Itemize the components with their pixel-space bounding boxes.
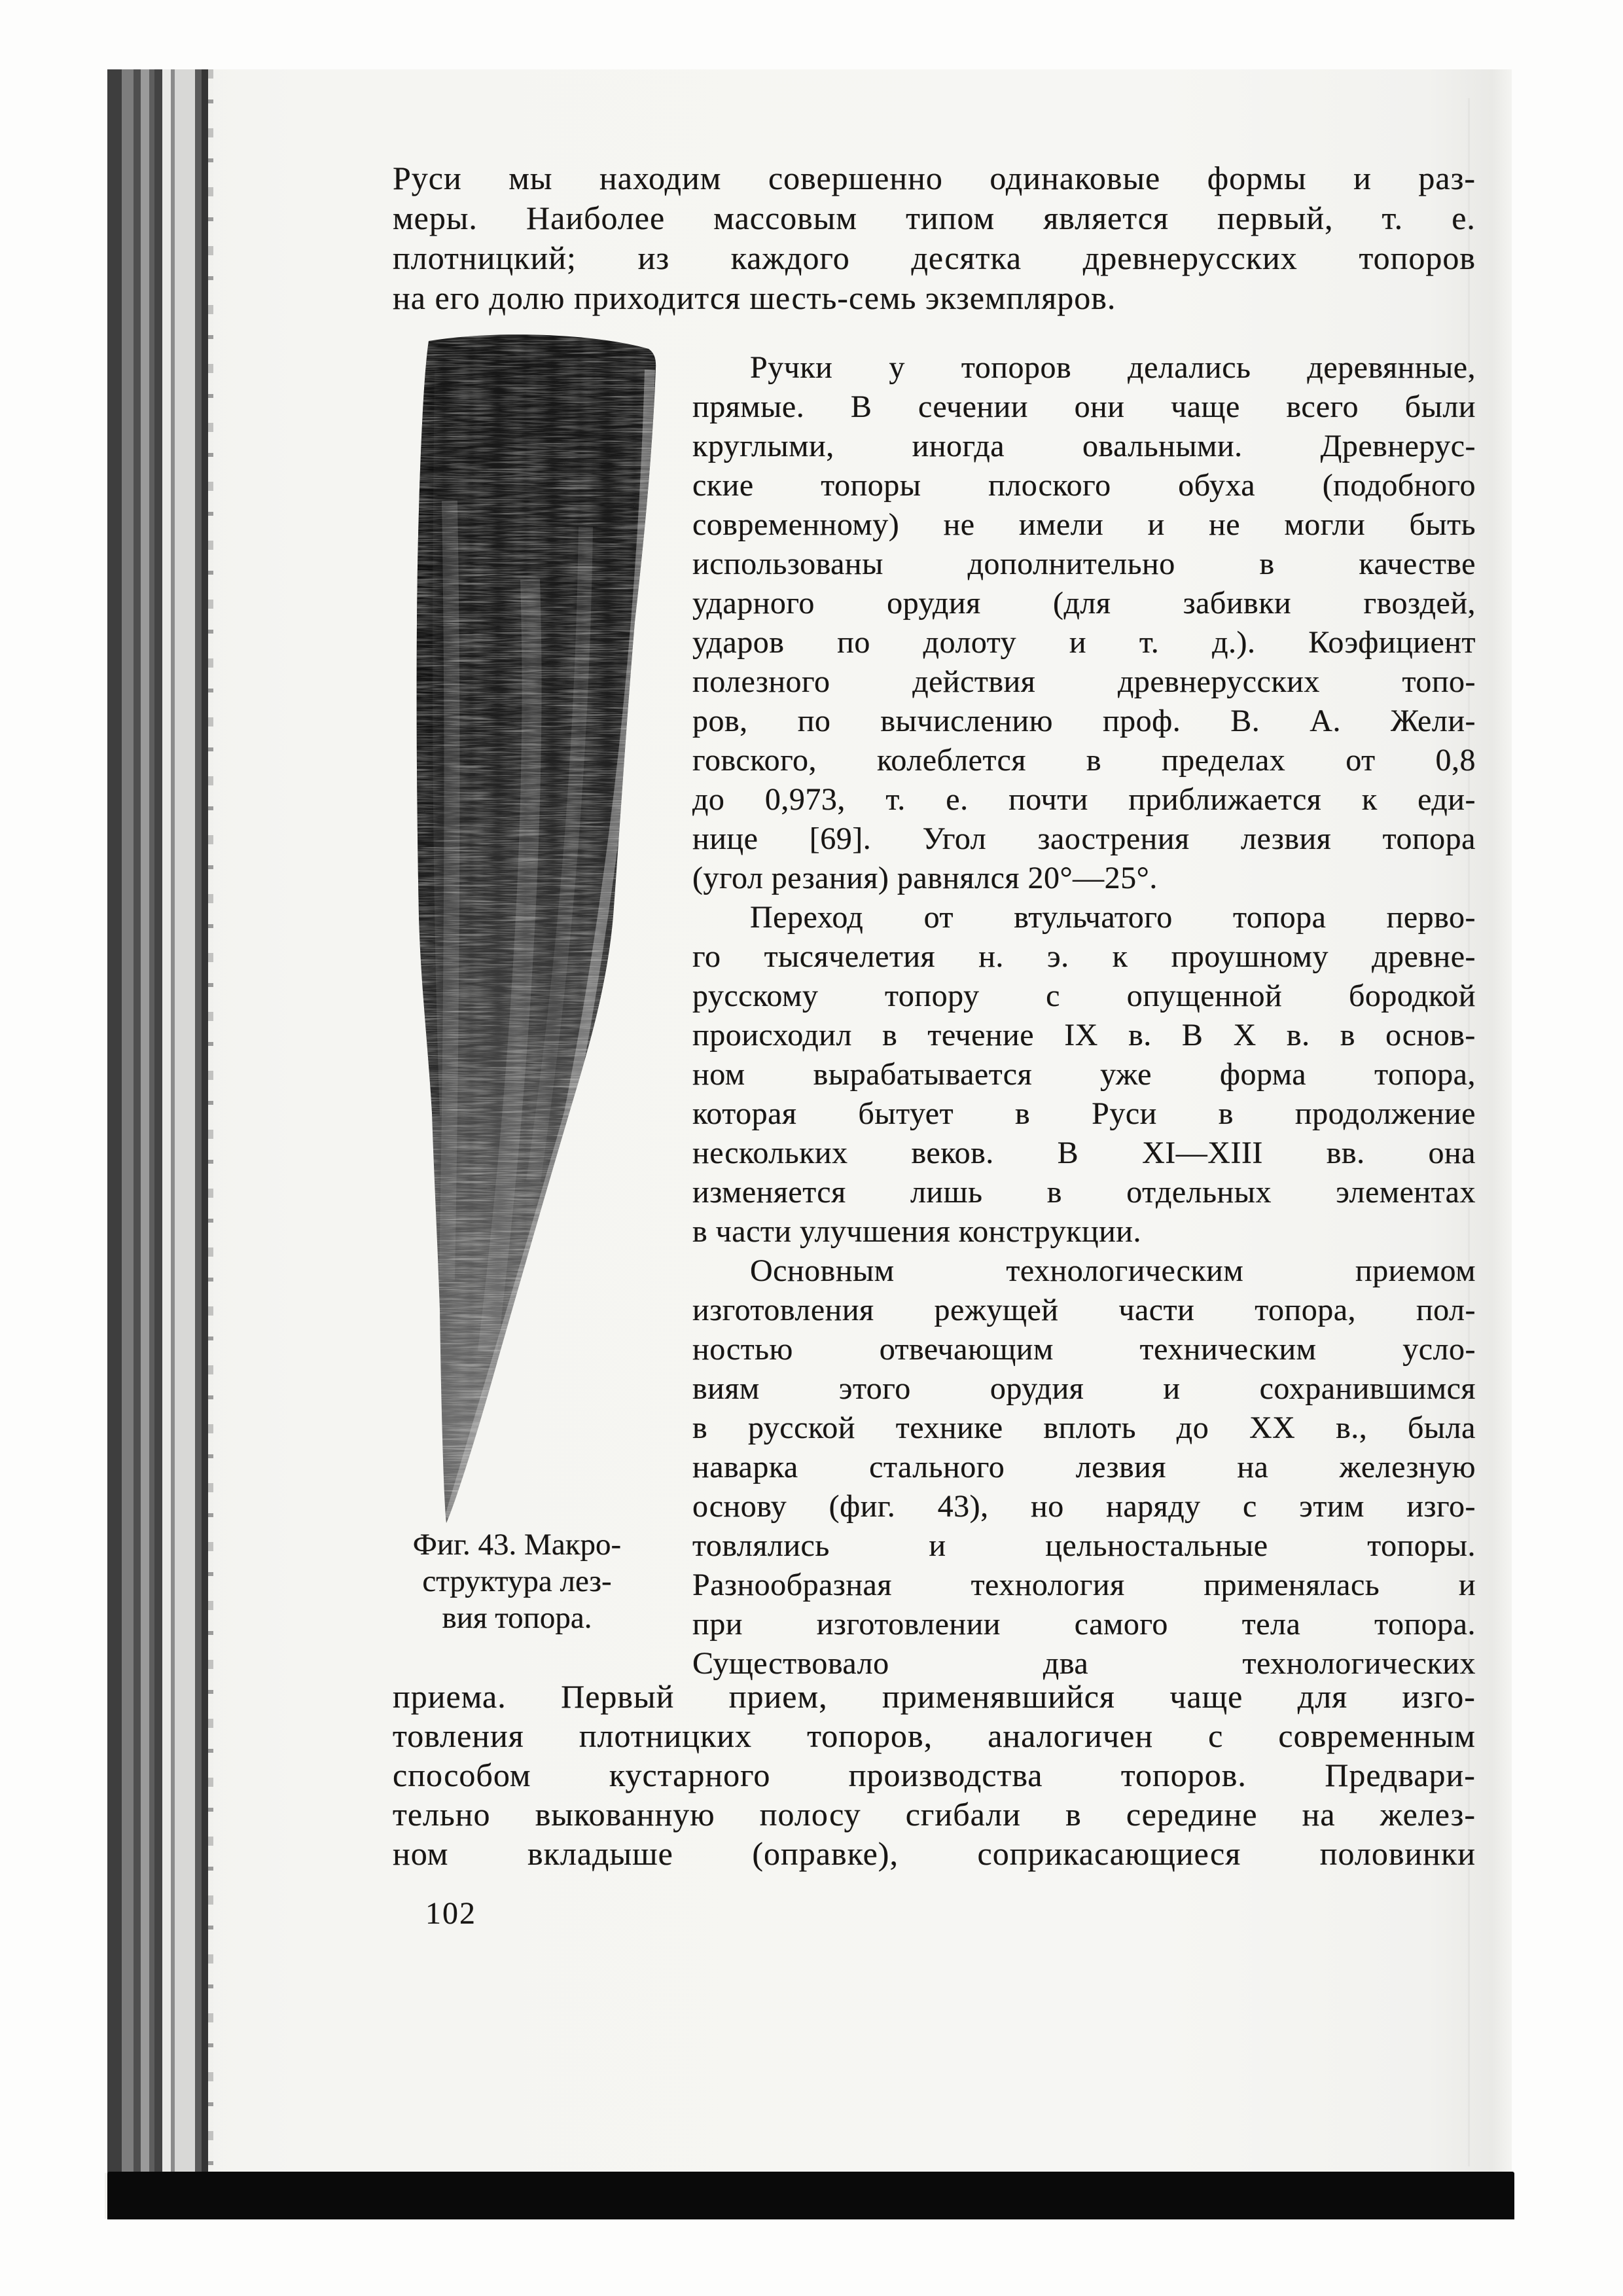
- text-line: способом кустарного производства топоров. Предвари-: [393, 1757, 1476, 1793]
- text-line: современному) не имели и не могли быть: [692, 507, 1476, 542]
- page-number: 102: [425, 1896, 476, 1931]
- text-line: структура лез-: [422, 1564, 612, 1598]
- text-line: Переход от втульчатого топора перво-: [750, 900, 1476, 935]
- text-line: говского, колеблется в пределах от 0,8: [692, 743, 1476, 778]
- text-line: происходил в течение IX в. В X в. в основ-: [692, 1018, 1476, 1052]
- right-text-column: [692, 348, 1476, 1683]
- text-line: плотницкий; из каждого десятка древнерусских топоров: [393, 240, 1476, 276]
- text-line: виям этого орудия и сохранившимся: [692, 1371, 1476, 1406]
- text-line: Ручки у топоров делались деревянные,: [750, 350, 1476, 385]
- text-line: изготовления режущей части топора, пол-: [692, 1293, 1476, 1327]
- text-line: Фиг. 43. Макро-: [412, 1528, 622, 1562]
- text-line: наварка стального лезвия на железную: [692, 1450, 1476, 1484]
- text-line: товления плотницких топоров, аналогичен с современным: [393, 1717, 1476, 1754]
- paragraph-top: [393, 158, 1476, 318]
- text-line: круглыми, иногда овальными. Древнерус-: [692, 429, 1476, 463]
- text-line: товлялись и цельностальные топоры.: [692, 1528, 1476, 1563]
- text-line: при изготовлении самого тела топора.: [692, 1607, 1476, 1641]
- axe-blade-shape: [389, 331, 664, 1528]
- text-line: Руси мы находим совершенно одинаковые формы и раз-: [393, 160, 1476, 196]
- text-line: которая бытует в Руси в продолжение: [692, 1096, 1476, 1131]
- text-line: нескольких веков. В XI—XIII вв. она: [692, 1136, 1476, 1170]
- axe-blade-macrostructure-figure: [389, 331, 664, 1528]
- paragraph-bottom: [393, 1677, 1476, 1873]
- text-line: приема. Первый прием, применявшийся чаще для изго-: [393, 1678, 1476, 1715]
- text-line: ном вкладыше (оправке), соприкасающиеся половинки: [393, 1835, 1476, 1872]
- book-spine-gutter-shadow: [105, 69, 208, 2173]
- text-line: на его долю приходится шесть-семь экземпляров.: [393, 279, 1116, 316]
- text-line: ударного орудия (для забивки гвоздей,: [692, 586, 1476, 620]
- text-line: ров, по вычислению проф. В. А. Жели-: [692, 704, 1476, 738]
- text-line: ские топоры плоского обуха (подобного: [692, 468, 1476, 503]
- page-bottom-edge-bar: [107, 2172, 1514, 2219]
- text-line: Существовало два технологических: [692, 1646, 1476, 1681]
- text-line: нице [69]. Угол заострения лезвия топора: [692, 821, 1476, 856]
- text-line: Основным технологическим приемом: [750, 1253, 1476, 1288]
- text-line: ном вырабатывается уже форма топора,: [692, 1057, 1476, 1092]
- text-line: меры. Наиболее массовым типом является первый, т. е.: [393, 200, 1476, 236]
- text-line: вия топора.: [442, 1601, 592, 1635]
- figure-caption: [385, 1526, 649, 1636]
- text-line: изменяется лишь в отдельных элементах: [692, 1175, 1476, 1210]
- text-line: полезного действия древнерусских топо-: [692, 664, 1476, 699]
- text-line: прямые. В сечении они чаще всего были: [692, 389, 1476, 424]
- text-line: русскому топору с опущенной бородкой: [692, 978, 1476, 1013]
- text-line: в русской технике вплоть до XX в., была: [692, 1410, 1476, 1445]
- text-line: Разнообразная технология применялась и: [692, 1568, 1476, 1602]
- text-line: тельно выкованную полосу сгибали в середине на желез-: [393, 1796, 1476, 1833]
- text-line: в части улучшения конструкции.: [692, 1214, 1141, 1249]
- text-line: использованы дополнительно в качестве: [692, 547, 1476, 581]
- text-line: ударов по долоту и т. д.). Коэфициент: [692, 625, 1476, 660]
- text-line: (угол резания) равнялся 20°—25°.: [692, 861, 1158, 895]
- text-line: основу (фиг. 43), но наряду с этим изго-: [692, 1489, 1476, 1524]
- text-line: го тысячелетия н. э. к проушному древне-: [692, 939, 1476, 974]
- text-line: ностью отвечающим техническим усло-: [692, 1332, 1476, 1367]
- text-line: до 0,973, т. е. почти приближается к еди-: [692, 782, 1476, 817]
